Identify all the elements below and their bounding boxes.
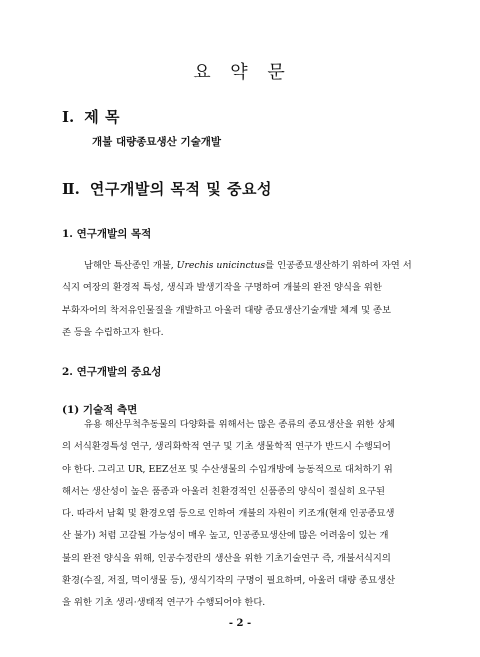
section-title: 제 목 [84,108,120,126]
research-subject: 개불 대량종묘생산 기술개발 [92,136,222,148]
paragraph-purpose [62,255,416,344]
paragraph-line: 야 한다. 그리고 UR, EEZ선포 및 수산생물의 수입개방에 능동적으로 대처하기 위 [62,463,393,475]
paragraph-technical [62,414,416,615]
page-number: - 2 - [228,618,252,629]
subsection-heading-purpose: 1. 연구개발의 목적 [62,228,152,240]
paragraph-line: 식지 여장의 환경적 특성, 생식과 발생기작을 구명하여 개불의 완전 양식을 위한 [62,282,382,294]
paragraph-line: 불의 완전 양식을 위해, 인공수정란의 생산을 위한 기초기술연구 즉, 개불서식지의 [62,552,391,564]
section-number: Ⅱ. [62,180,80,198]
section-heading-subject [62,106,120,127]
paragraph-line: 을 위한 기초 생리·생태적 연구가 수행되어야 한다. [62,597,266,609]
paragraph-line: 산 불가) 처럼 고갈될 가능성이 매우 높고, 인공종묘생산에 많은 어려움이 있는 개 [62,530,389,542]
page-title: 요 약 문 [193,62,287,83]
subsection-heading-importance: 2. 연구개발의 중요성 [62,366,162,378]
subsubsection-heading-technical: (1) 기술적 측면 [62,404,138,416]
paragraph-line: 해서는 생산성이 높은 품종과 아울러 친환경적인 신품종의 양식이 절실히 요구된 [62,485,385,497]
paragraph-line: 다. 따라서 남획 및 환경오염 등으로 인하여 개불의 자원이 키조개(현재 인공종묘생 [62,508,395,520]
section-heading-purpose [62,178,272,199]
paragraph-line: 유용 해산무척추동물의 다양화를 위해서는 많은 종류의 종묘생산을 위한 상체 [84,419,396,430]
paragraph-line: 부화자어의 착저유인물질을 개발하고 아울러 대량 종묘생산기술개발 체계 및 종보 [62,304,391,316]
paragraph-line: 환경(수질, 저질, 먹이생물 등), 생식기작의 구명이 필요하며, 아울러 대량 종묘생산 [62,575,396,587]
paragraph-line: 존 등을 수립하고자 한다. [62,326,164,338]
section-title: 연구개발의 목적 및 중요성 [89,180,272,198]
section-number: Ⅰ. [62,108,75,126]
species-name: Urechis unicinctus [176,260,266,271]
paragraph-line: 의 서식환경특성 연구, 생리화학적 연구 및 기초 생물학적 연구가 반드시 수행되어 [62,441,391,453]
paragraph-line: 남해안 특산종인 개불, Urechis unicinctus를 인공종묘생산하기 위하여 자연 서 [84,260,412,271]
